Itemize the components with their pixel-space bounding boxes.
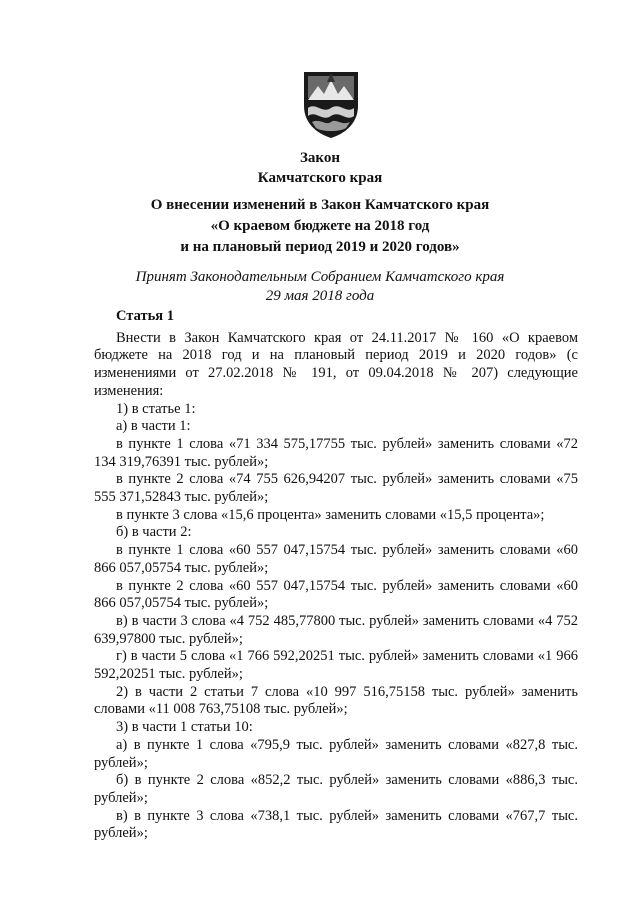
item-1-g: г) в части 5 слова «1 766 592,20251 тыс. рублей» заменить словами «1 966 592,20251 тыс. рублей»; (94, 648, 578, 683)
law-title (0, 195, 640, 258)
item-2: 2) в части 2 статьи 7 слова «10 997 516,75158 тыс. рублей» заменить словами «11 008 763,75108 тыс. рублей»; (94, 683, 578, 718)
adoption-note (0, 268, 640, 306)
item-1-a-3: в пункте 3 слова «15,6 процента» заменить словами «15,5 процента»; (116, 506, 545, 523)
region-label: Камчатского края (257, 170, 383, 186)
item-3-b: б) в пункте 2 слова «852,2 тыс. рублей» заменить словами «886,3 тыс. рублей»; (94, 772, 578, 806)
article-heading: Статья 1 (116, 308, 174, 324)
law-title-line-2: «О краевом бюджете на 2018 год (210, 218, 430, 234)
item-1-a-2: в пункте 2 слова «74 755 626,94207 тыс. рублей» заменить словами «75 555 371,52843 тыс. рублей»; (94, 471, 578, 506)
article-intro: Внести в Закон Камчатского края от 24.11.2017 № 160 «О краевом бюджете на 2018 год и на плановый период 2019 и 2020 годов» (с изменениями от 27.02.2018 № 191, от 09.04.2018 № 207) следующие изменения: (94, 329, 578, 399)
item-1-b-2: в пункте 2 слова «60 557 047,15754 тыс. рублей» заменить словами «60 866 057,05754 тыс. рублей»; (94, 577, 578, 612)
item-1: 1) в статье 1: (116, 400, 196, 417)
adoption-body: Принят Законодательным Собранием Камчатского края (135, 269, 505, 285)
item-1-v: в) в части 3 слова «4 752 485,77800 тыс. рублей» заменить словами «4 752 639,97800 тыс. рублей»; (94, 612, 578, 647)
item-1-a-1: в пункте 1 слова «71 334 575,17755 тыс. рублей» заменить словами «72 134 319,76391 тыс. рублей»; (94, 435, 578, 470)
item-1-b-1: в пункте 1 слова «60 557 047,15754 тыс. рублей» заменить словами «60 866 057,05754 тыс. рублей»; (94, 542, 578, 576)
law-type-heading (0, 148, 640, 188)
law-label: Закон (299, 150, 340, 166)
item-3-v: в) в пункте 3 слова «738,1 тыс. рублей» заменить словами «767,7 тыс. рублей»; (94, 807, 578, 842)
item-3: 3) в части 1 статьи 10: (116, 719, 253, 736)
item-1-b: б) в части 2: (116, 524, 192, 541)
item-1-a: а) в части 1: (116, 418, 191, 435)
coat-of-arms-icon (300, 68, 362, 140)
law-title-line-3: и на плановый период 2019 и 2020 годов» (180, 239, 460, 255)
article-body (94, 308, 578, 843)
item-3-a: а) в пункте 1 слова «795,9 тыс. рублей» заменить словами «827,8 тыс. рублей»; (94, 736, 578, 771)
adoption-date: 29 мая 2018 года (265, 288, 375, 304)
law-title-line-1: О внесении изменений в Закон Камчатского края (150, 197, 490, 213)
